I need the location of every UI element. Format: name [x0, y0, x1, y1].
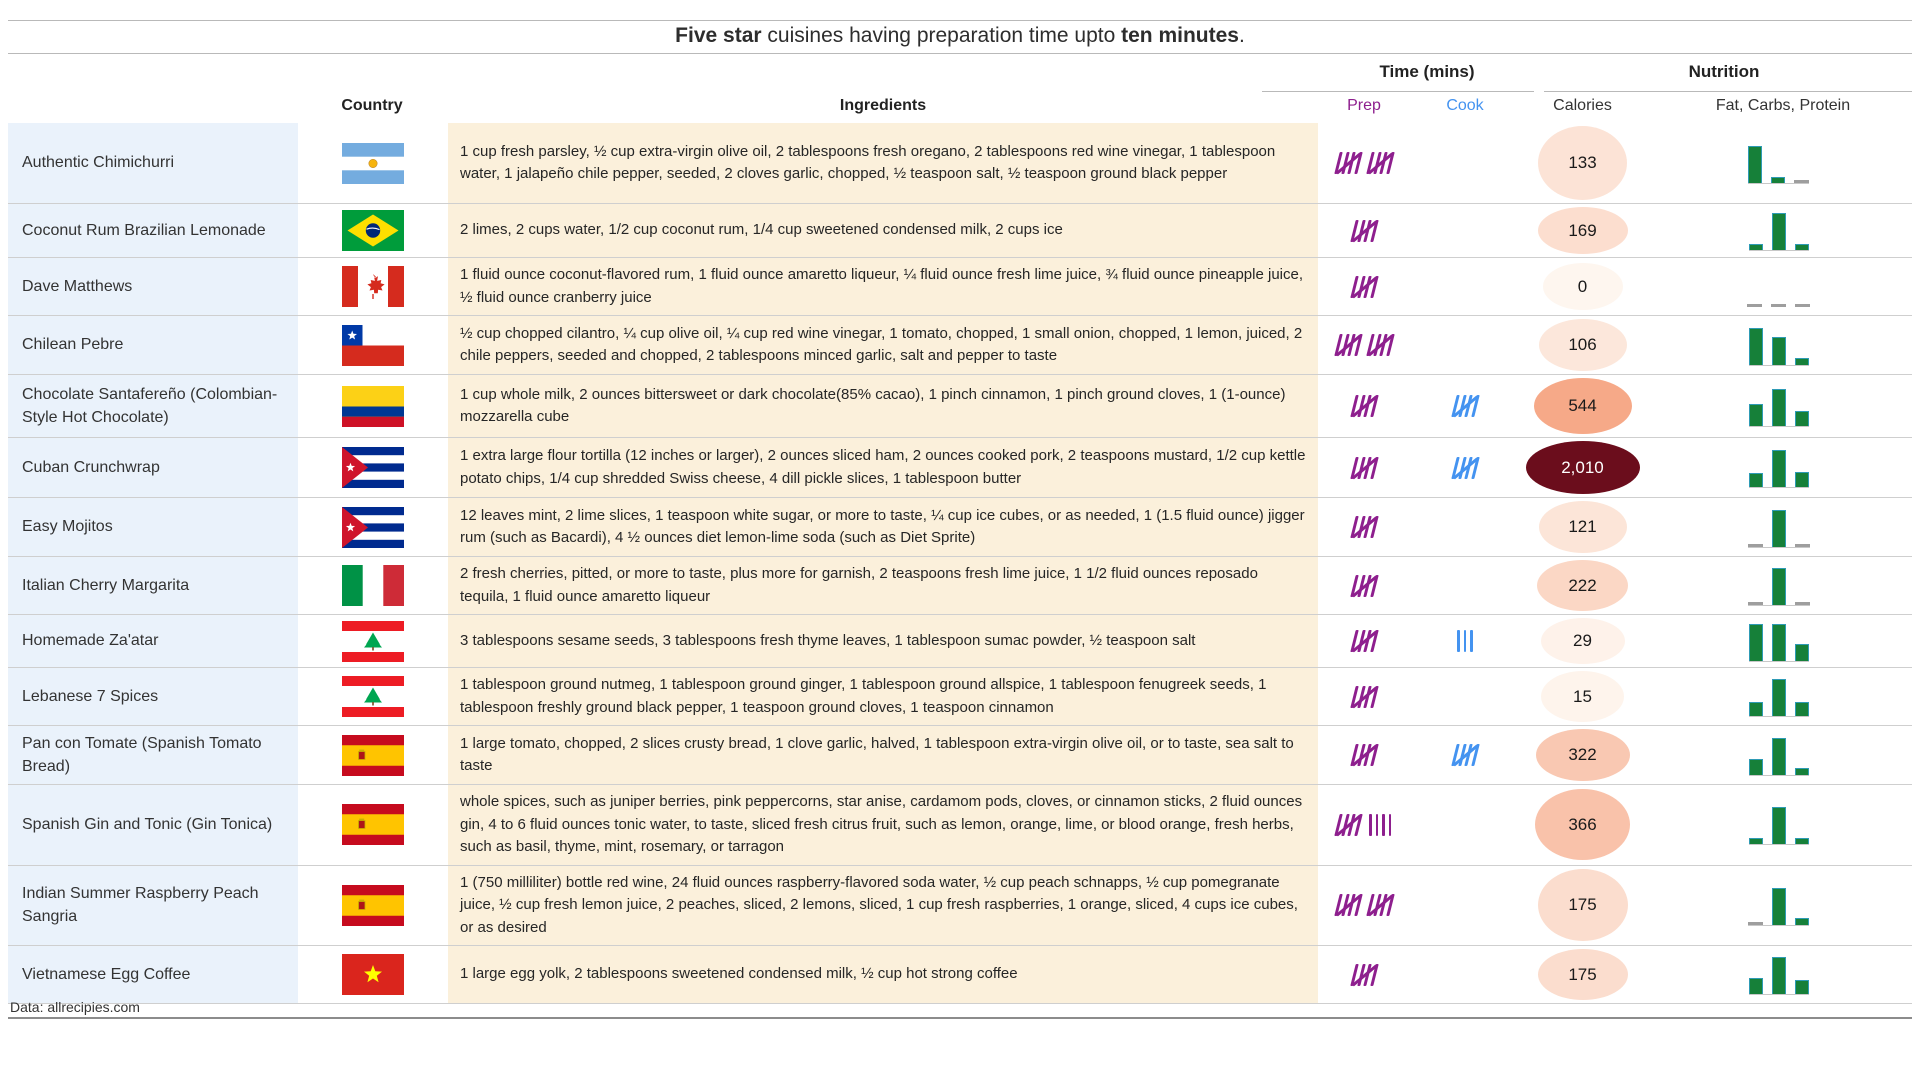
fat-bar [1748, 544, 1763, 547]
top-divider [8, 20, 1912, 21]
bottom-divider [8, 1017, 1912, 1019]
brazil-flag-icon [342, 210, 404, 251]
prep-tally-cell [1318, 375, 1410, 437]
fat-bar [1749, 244, 1763, 250]
cook-tally-cell [1410, 785, 1520, 865]
tally-group-of-5 [1337, 894, 1359, 916]
tally-group-of-5 [1353, 630, 1375, 652]
tally-group-of-5 [1353, 744, 1375, 766]
fat-bar [1749, 328, 1763, 365]
calories-cell [1520, 785, 1645, 865]
country-flag-cell [298, 668, 448, 725]
country-flag-cell [298, 438, 448, 497]
cook-tally-cell [1410, 123, 1520, 203]
ingredients-text: 1 cup whole milk, 2 ounces bittersweet or dark chocolate(85% cacao), 1 pinch cinnamon, 1 pinch ground cloves, 1 (1-ounce) mozzarella cube [448, 375, 1318, 437]
carbs-bar [1771, 177, 1785, 183]
country-flag-cell [298, 615, 448, 667]
title-bold-ten-minutes: ten minutes [1121, 24, 1239, 47]
tally-group-of-5 [1369, 152, 1391, 174]
calories-badge: 106 [1539, 319, 1627, 371]
fat-bar [1749, 624, 1763, 661]
nutrition-bars [1749, 676, 1809, 717]
tally-group-of-5 [1353, 457, 1375, 479]
nutrition-bars [1749, 447, 1809, 488]
protein-bar [1795, 602, 1810, 605]
ingredients-text: 1 large tomato, chopped, 2 slices crusty bread, 1 clove garlic, halved, 1 tablespoon extra-virgin olive oil, or to taste, sea salt to taste [448, 726, 1318, 784]
title-middle: cuisines having preparation time upto [761, 24, 1122, 47]
table-row [8, 726, 1912, 785]
table-row [8, 258, 1912, 316]
calories-cell [1520, 123, 1645, 203]
tally-group-of-5 [1369, 334, 1391, 356]
ingredients-text: 1 large egg yolk, 2 tablespoons sweetened condensed milk, ½ cup hot strong coffee [448, 946, 1318, 1003]
cook-tally-cell [1410, 204, 1520, 257]
time-group-underline [1262, 91, 1534, 92]
protein-bar [1795, 768, 1809, 775]
carbs-bar [1772, 624, 1786, 661]
tally-group-of-5 [1353, 220, 1375, 242]
nutrition-cell [1645, 204, 1912, 257]
country-flag-cell [298, 204, 448, 257]
prep-tally-cell [1318, 866, 1410, 946]
nutrition-detail-column-header: Fat, Carbs, Protein [1715, 97, 1851, 114]
cook-tally-cell [1410, 866, 1520, 946]
country-flag-cell [298, 498, 448, 556]
ingredients-text: whole spices, such as juniper berries, pink peppercorns, star anise, cardamom pods, cloves, or cinnamon sticks, 2 fluid ounces gin, 4 to 6 fluid ounces tonic water, to taste, sliced fresh citrus fruit, such as lemon, orange, lime, or blood orange, fresh herbs, such as basil, thyme, mint, rosemary, or tarragon [448, 785, 1318, 865]
tally-group-partial [1457, 630, 1473, 652]
tally-group-partial [1369, 814, 1391, 836]
table-row [8, 946, 1912, 1004]
dish-name: Chocolate Santafereño (Colombian-Style Hot Chocolate) [8, 375, 298, 437]
fat-bar [1749, 404, 1763, 426]
calories-badge: 15 [1541, 671, 1624, 722]
table-row [8, 498, 1912, 557]
nutrition-bars [1749, 621, 1809, 662]
dish-name: Easy Mojitos [8, 498, 298, 556]
nutrition-cell [1645, 946, 1912, 1003]
calories-badge: 133 [1538, 126, 1627, 200]
country-flag-cell [298, 866, 448, 946]
protein-bar [1795, 244, 1809, 250]
spain-flag-icon [342, 735, 404, 776]
country-flag-cell [298, 258, 448, 315]
calories-badge: 121 [1539, 501, 1627, 553]
spain-flag-icon [342, 804, 404, 845]
italy-flag-icon [342, 565, 404, 606]
calories-cell [1520, 615, 1645, 667]
cook-tally-cell [1410, 316, 1520, 374]
tally-group-of-5 [1353, 964, 1375, 986]
prep-tally-cell [1318, 123, 1410, 203]
tally-group-of-5 [1337, 814, 1359, 836]
calories-cell [1520, 866, 1645, 946]
vietnam-flag-icon [342, 954, 404, 995]
dish-name: Coconut Rum Brazilian Lemonade [8, 204, 298, 257]
prep-tally-cell [1318, 615, 1410, 667]
protein-bar [1794, 180, 1809, 183]
tally-group-of-5 [1369, 894, 1391, 916]
calories-cell [1520, 557, 1645, 614]
fat-bar [1747, 304, 1762, 307]
protein-bar [1795, 980, 1809, 994]
dish-name: Spanish Gin and Tonic (Gin Tonica) [8, 785, 298, 865]
calories-badge: 322 [1536, 729, 1630, 781]
nutrition-bars [1749, 804, 1809, 845]
protein-bar [1795, 838, 1809, 844]
prep-tally-cell [1318, 946, 1410, 1003]
calories-badge: 175 [1538, 869, 1628, 941]
calories-column-header: Calories [1553, 97, 1612, 114]
table-row [8, 866, 1912, 947]
dish-name: Homemade Za'atar [8, 615, 298, 667]
nutrition-cell [1645, 375, 1912, 437]
cook-tally-cell [1410, 726, 1520, 784]
table-row [8, 438, 1912, 498]
lebanon-flag-icon [342, 676, 404, 717]
protein-bar [1795, 702, 1809, 716]
dish-name: Authentic Chimichurri [8, 123, 298, 203]
nutrition-cell [1645, 123, 1912, 203]
carbs-bar [1772, 738, 1786, 775]
carbs-bar [1771, 304, 1786, 307]
dish-name: Dave Matthews [8, 258, 298, 315]
calories-cell [1520, 668, 1645, 725]
cook-tally-cell [1410, 946, 1520, 1003]
dish-name: Italian Cherry Margarita [8, 557, 298, 614]
prep-tally-cell [1318, 785, 1410, 865]
nutrition-group-header: Nutrition [1688, 62, 1760, 81]
tally-group-of-5 [1353, 276, 1375, 298]
ingredients-text: 1 fluid ounce coconut-flavored rum, 1 fluid ounce amaretto liqueur, ¼ fluid ounce fresh lime juice, ¾ fluid ounce pineapple juice, ½ fluid ounce cranberry juice [448, 258, 1318, 315]
nutrition-cell [1645, 258, 1912, 315]
carbs-bar [1772, 450, 1786, 487]
cook-tally-cell [1410, 258, 1520, 315]
nutrition-cell [1645, 785, 1912, 865]
prep-tally-cell [1318, 204, 1410, 257]
protein-bar [1795, 544, 1810, 547]
tally-group-of-5 [1454, 457, 1476, 479]
fat-bar [1749, 702, 1763, 716]
calories-badge: 175 [1538, 949, 1628, 1000]
ingredients-text: 1 (750 milliliter) bottle red wine, 24 fluid ounces raspberry-flavored soda water, ½ cup peach schnapps, ½ cup pomegranate juice, ½ cup fresh lemon juice, 2 peaches, sliced, 2 lemons, sliced, 1 cup fresh raspberries, 1 orange, sliced, 4 cups ice cubes, or as desired [448, 866, 1318, 946]
table-row [8, 557, 1912, 615]
calories-badge: 29 [1541, 618, 1625, 664]
nutrition-bars [1748, 143, 1809, 184]
country-flag-cell [298, 557, 448, 614]
tally-group-of-5 [1454, 395, 1476, 417]
prep-tally-cell [1318, 726, 1410, 784]
canada-flag-icon [342, 266, 404, 307]
nutrition-bars [1748, 507, 1810, 548]
recipes-table [8, 123, 1912, 1004]
nutrition-cell [1645, 498, 1912, 556]
fat-bar [1749, 838, 1763, 844]
cook-tally-cell [1410, 668, 1520, 725]
tally-group-of-5 [1353, 516, 1375, 538]
calories-cell [1520, 258, 1645, 315]
carbs-bar [1772, 807, 1786, 844]
ingredients-text: 1 extra large flour tortilla (12 inches or larger), 2 ounces sliced ham, 2 ounces cooked pork, 2 teaspoons mustard, 1/2 cup kettle potato chips, 1/4 cup shredded Swiss cheese, 4 dill pickle slices, 1 tablespoon butter [448, 438, 1318, 497]
title-bold-five-star: Five star [675, 24, 762, 47]
cook-tally-cell [1410, 438, 1520, 497]
ingredients-text: 12 leaves mint, 2 lime slices, 1 teaspoon white sugar, or more to taste, ¼ cup ice cubes, or as needed, 1 (1.5 fluid ounce) jigger rum (such as Bacardi), 4 ½ ounces diet lemon-lime soda (such as Diet Sprite) [448, 498, 1318, 556]
prep-column-header: Prep [1347, 97, 1381, 114]
table-row [8, 668, 1912, 726]
fat-bar [1749, 759, 1763, 775]
tally-group-of-5 [1353, 395, 1375, 417]
prep-tally-cell [1318, 498, 1410, 556]
tally-group-of-5 [1353, 575, 1375, 597]
calories-badge: 2,010 [1526, 441, 1640, 494]
calories-badge: 544 [1534, 378, 1632, 434]
calories-badge: 169 [1538, 207, 1628, 254]
nutrition-bars [1749, 210, 1809, 251]
calories-cell [1520, 316, 1645, 374]
nutrition-bars [1749, 735, 1809, 776]
carbs-bar [1772, 213, 1786, 250]
calories-cell [1520, 438, 1645, 497]
nutrition-cell [1645, 438, 1912, 497]
fat-bar [1749, 978, 1763, 994]
prep-tally-cell [1318, 316, 1410, 374]
cook-column-header: Cook [1446, 97, 1484, 114]
protein-bar [1795, 644, 1809, 661]
fat-bar [1748, 146, 1762, 183]
dish-name: Cuban Crunchwrap [8, 438, 298, 497]
carbs-bar [1772, 568, 1786, 605]
nutrition-bars [1749, 386, 1809, 427]
title-divider [8, 53, 1912, 54]
dish-name: Pan con Tomate (Spanish Tomato Bread) [8, 726, 298, 784]
protein-bar [1795, 411, 1809, 426]
fat-bar [1749, 473, 1763, 487]
calories-badge: 222 [1537, 560, 1628, 611]
nutrition-bars [1748, 565, 1810, 606]
nutrition-bars [1749, 954, 1809, 995]
country-flag-cell [298, 375, 448, 437]
chile-flag-icon [342, 325, 404, 366]
colombia-flag-icon [342, 386, 404, 427]
nutrition-cell [1645, 668, 1912, 725]
calories-cell [1520, 375, 1645, 437]
spain-flag-icon [342, 885, 404, 926]
nutrition-cell [1645, 615, 1912, 667]
carbs-bar [1772, 510, 1786, 547]
calories-badge: 366 [1535, 789, 1630, 860]
calories-badge: 0 [1543, 263, 1623, 310]
table-row [8, 615, 1912, 668]
title-period: . [1238, 24, 1245, 47]
page-title [0, 24, 1920, 48]
carbs-bar [1772, 957, 1786, 994]
argentina-flag-icon [342, 143, 404, 184]
nutrition-group-underline [1544, 91, 1912, 92]
nutrition-bars [1747, 267, 1810, 307]
calories-cell [1520, 946, 1645, 1003]
fat-bar [1748, 602, 1763, 605]
carbs-bar [1772, 337, 1786, 365]
tally-group-of-5 [1353, 686, 1375, 708]
table-row [8, 785, 1912, 866]
dish-name: Indian Summer Raspberry Peach Sangria [8, 866, 298, 946]
cook-tally-cell [1410, 498, 1520, 556]
ingredients-text: 1 cup fresh parsley, ½ cup extra-virgin olive oil, 2 tablespoons fresh oregano, 2 tablespoons red wine vinegar, 1 tablespoon water, 1 jalapeño chile pepper, seeded, 2 cloves garlic, chopped, ½ teaspoon salt, ½ teaspoon ground black pepper [448, 123, 1318, 203]
ingredients-text: 1 tablespoon ground nutmeg, 1 tablespoon ground ginger, 1 tablespoon ground allspice, 1 tablespoon fenugreek seeds, 1 tablespoon freshly ground black pepper, 1 teaspoon ground cloves, 1 teaspoon cinnamon [448, 668, 1318, 725]
country-column-header: Country [341, 97, 403, 114]
cook-tally-cell [1410, 557, 1520, 614]
calories-cell [1520, 726, 1645, 784]
prep-tally-cell [1318, 557, 1410, 614]
cuba-flag-icon [342, 447, 404, 488]
protein-bar [1795, 358, 1809, 365]
protein-bar [1795, 918, 1809, 925]
country-flag-cell [298, 726, 448, 784]
table-row [8, 123, 1912, 204]
carbs-bar [1772, 679, 1786, 716]
country-flag-cell [298, 946, 448, 1003]
tally-group-of-5 [1337, 152, 1359, 174]
tally-group-of-5 [1454, 744, 1476, 766]
table-row [8, 316, 1912, 375]
nutrition-cell [1645, 726, 1912, 784]
nutrition-cell [1645, 557, 1912, 614]
dish-name: Chilean Pebre [8, 316, 298, 374]
country-flag-cell [298, 316, 448, 374]
country-flag-cell [298, 123, 448, 203]
ingredients-text: 3 tablespoons sesame seeds, 3 tablespoons fresh thyme leaves, 1 tablespoon sumac powder, ½ teaspoon salt [448, 615, 1318, 667]
ingredients-text: 2 fresh cherries, pitted, or more to taste, plus more for garnish, 2 teaspoons fresh lime juice, 1 1/2 fluid ounces reposado tequila, 1 fluid ounce amaretto liqueur [448, 557, 1318, 614]
dish-name: Vietnamese Egg Coffee [8, 946, 298, 1003]
ingredients-text: ½ cup chopped cilantro, ¼ cup olive oil, ¼ cup red wine vinegar, 1 tomato, chopped, 1 small onion, chopped, 1 lemon, juiced, 2 chile peppers, seeded and chopped, 2 tablespoons minced garlic, salt and pepper to taste [448, 316, 1318, 374]
calories-cell [1520, 204, 1645, 257]
table-row [8, 204, 1912, 258]
fat-bar [1748, 922, 1763, 925]
ingredients-text: 2 limes, 2 cups water, 1/2 cup coconut rum, 1/4 cup sweetened condensed milk, 2 cups ice [448, 204, 1318, 257]
nutrition-bars [1749, 325, 1809, 366]
carbs-bar [1772, 888, 1786, 925]
ingredients-column-header: Ingredients [839, 97, 927, 114]
cook-tally-cell [1410, 375, 1520, 437]
lebanon-flag-icon [342, 621, 404, 662]
cuba-flag-icon [342, 507, 404, 548]
prep-tally-cell [1318, 668, 1410, 725]
protein-bar [1795, 304, 1810, 307]
nutrition-bars [1748, 885, 1809, 926]
prep-tally-cell [1318, 438, 1410, 497]
table-row [8, 375, 1912, 438]
calories-cell [1520, 498, 1645, 556]
nutrition-cell [1645, 866, 1912, 946]
country-flag-cell [298, 785, 448, 865]
dish-name: Lebanese 7 Spices [8, 668, 298, 725]
nutrition-cell [1645, 316, 1912, 374]
tally-group-of-5 [1337, 334, 1359, 356]
cook-tally-cell [1410, 615, 1520, 667]
data-source-note: Data: allrecipies.com [10, 999, 140, 1015]
prep-tally-cell [1318, 258, 1410, 315]
carbs-bar [1772, 389, 1786, 426]
protein-bar [1795, 472, 1809, 487]
time-group-header: Time (mins) [1379, 62, 1475, 81]
